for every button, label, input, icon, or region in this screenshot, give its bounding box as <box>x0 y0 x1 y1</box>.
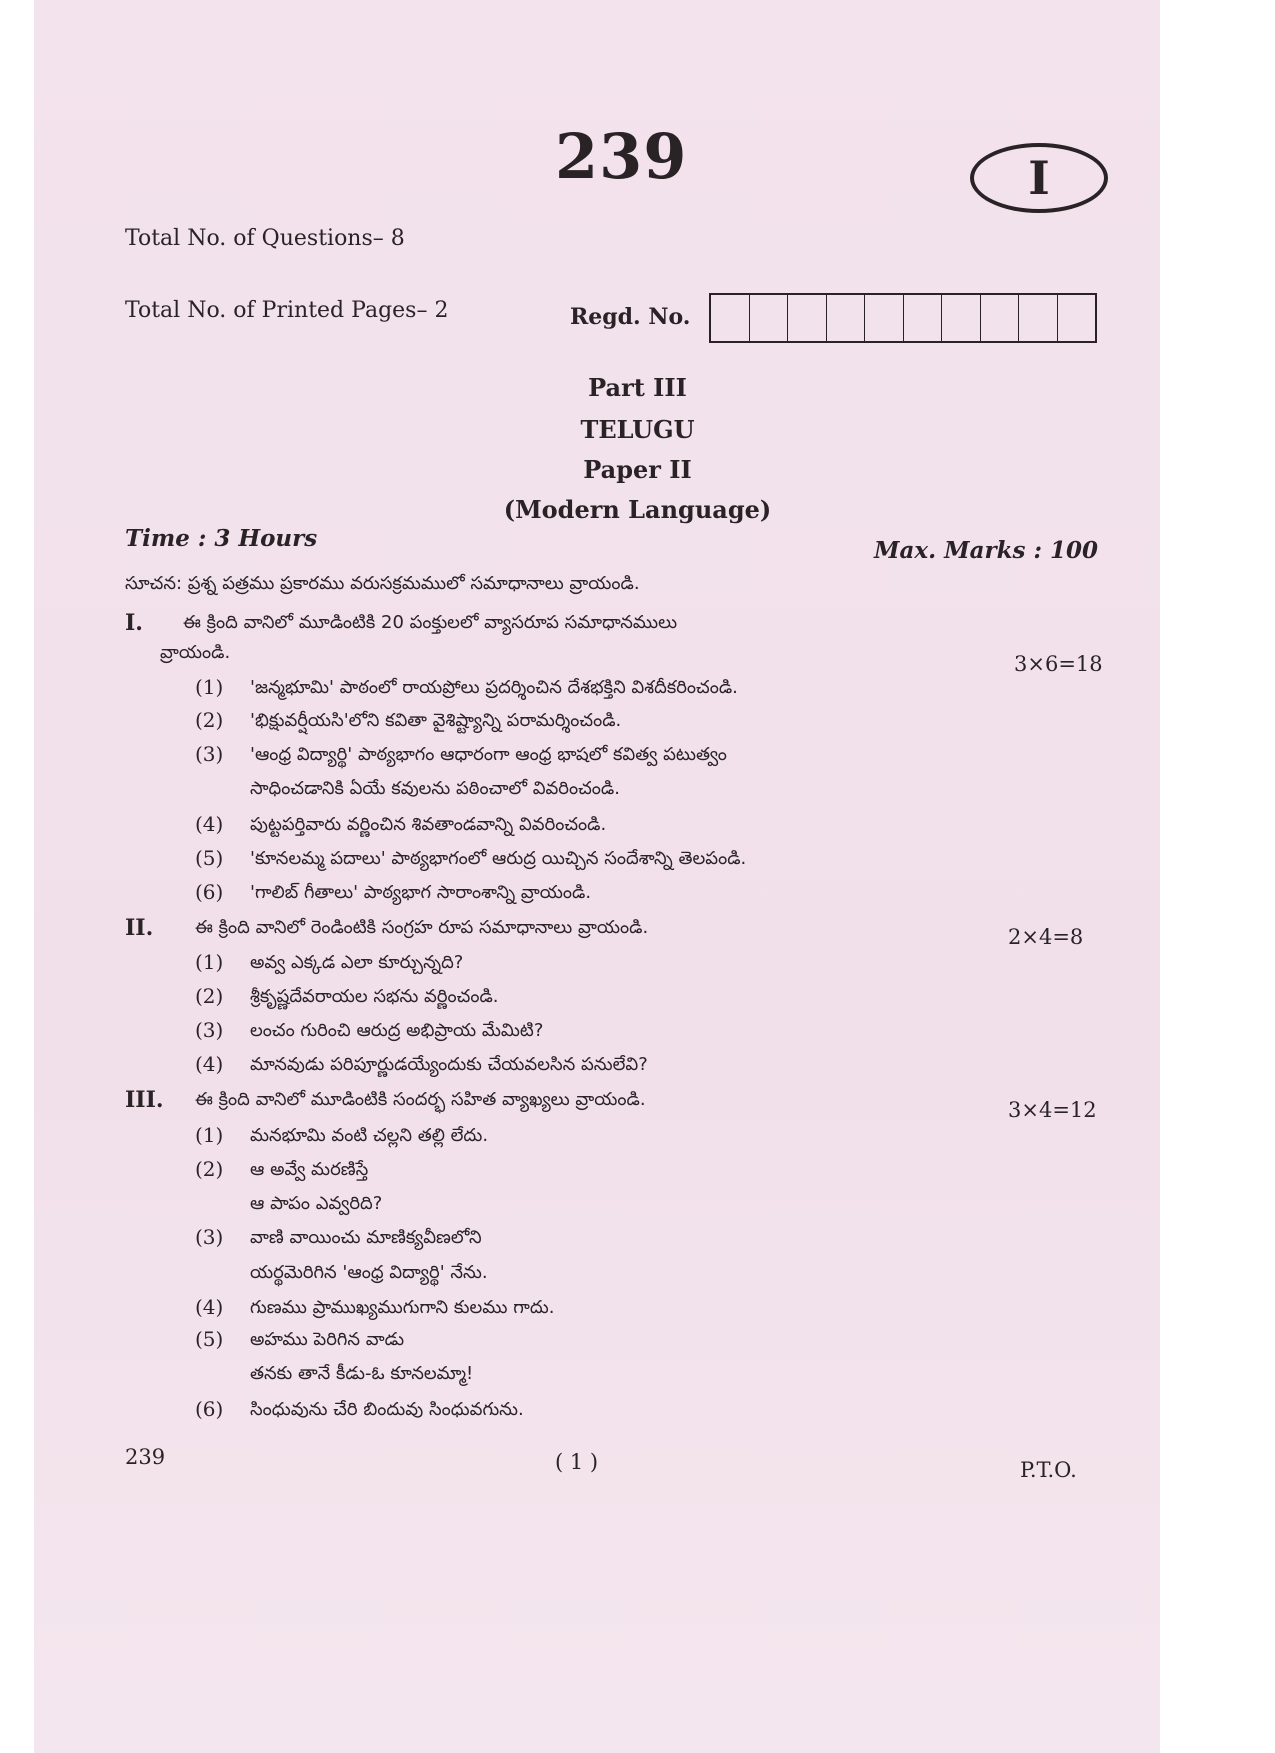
section-1-item-number: (4) <box>195 812 224 836</box>
section-1-text-cont: వ్రాయండి. <box>160 642 231 663</box>
regd-number-boxes[interactable] <box>709 293 1097 343</box>
instruction: సూచన: ప్రశ్న పత్రము ప్రకారము వరుసక్రమములో సమాధానాలు వ్రాయండి. <box>125 573 640 594</box>
max-marks-label: Max. Marks : 100 <box>874 537 1098 564</box>
section-3-item-text: అహము పెరిగిన వాడు <box>250 1329 405 1350</box>
section-1-item-number: (3) <box>195 742 224 766</box>
section-1-item-text: 'జన్మభూమి' పాఠంలో రాయప్రోలు ప్రదర్శించిన దేశభక్తిని విశదీకరించండి. <box>250 677 738 698</box>
series-badge <box>970 143 1108 213</box>
section-2-marks: 2×4=8 <box>1008 925 1084 949</box>
section-1-item-number: (5) <box>195 846 224 870</box>
section-3-item-text-cont: తనకు తానే కీడు-ఓ కూనలమ్మా! <box>250 1363 474 1384</box>
section-3-item-text-cont: ఆ పాపం ఎవ్వరిది? <box>250 1193 383 1214</box>
section-2-text: ఈ క్రింది వానిలో రెండింటికి సంగ్రహ రూప సమాధానాలు వ్రాయండి. <box>195 917 649 938</box>
section-2-item-number: (4) <box>195 1052 224 1076</box>
section-3-text: ఈ క్రింది వానిలో మూడింటికి సందర్భ సహిత వ్యాఖ్యలు వ్రాయండి. <box>195 1089 646 1110</box>
section-2-item-text: అవ్వ ఎక్కడ ఎలా కూర్చున్నది? <box>250 952 464 973</box>
pto-label: P.T.O. <box>1020 1458 1077 1482</box>
section-1-item-text-cont: సాధించడానికి ఏయే కవులను పఠించాలో వివరించండి. <box>250 778 620 799</box>
section-1-item-text: పుట్టపర్తివారు వర్ణించిన శివతాండవాన్ని వివరించండి. <box>250 814 607 835</box>
total-pages: Total No. of Printed Pages– 2 <box>125 298 449 323</box>
section-3-item-number: (1) <box>195 1123 224 1147</box>
section-1-item-number: (2) <box>195 708 224 732</box>
section-2-number: II. <box>125 915 154 941</box>
section-3-item-number: (5) <box>195 1327 224 1351</box>
section-3-item-text: సింధువును చేరి బిందువు సింధువగును. <box>250 1399 524 1420</box>
language-title: (Modern Language) <box>503 495 772 524</box>
section-3-item-number: (6) <box>195 1397 224 1421</box>
section-1-item-text: 'గాలిబ్ గీతాలు' పాఠ్యభాగ సారాంశాన్ని వ్రాయండి. <box>250 882 592 903</box>
series-letter: I <box>1028 151 1050 205</box>
section-1-item-text: 'ఆంధ్ర విద్యార్థి' పాఠ్యభాగం ఆధారంగా ఆంధ్ర భాషలో కవిత్వ పటుత్వం <box>250 744 727 765</box>
footer-code: 239 <box>125 1445 166 1469</box>
section-3-item-number: (3) <box>195 1225 224 1249</box>
section-3-item-text: మనభూమి వంటి చల్లని తల్లి లేదు. <box>250 1125 489 1146</box>
regd-label: Regd. No. <box>570 304 691 330</box>
section-2-item-text: శ్రీకృష్ణదేవరాయల సభను వర్ణించండి. <box>250 986 499 1007</box>
section-3-number: III. <box>125 1087 164 1113</box>
section-3-item-text-cont: యర్థమెరిగిన 'ఆంధ్ర విద్యార్థి' నేను. <box>250 1262 488 1283</box>
section-1-item-number: (6) <box>195 880 224 904</box>
paper-title: Paper II <box>583 455 692 484</box>
section-3-item-text: గుణము ప్రాముఖ్యముగుగాని కులము గాదు. <box>250 1297 555 1318</box>
section-1-number: I. <box>125 610 143 636</box>
section-2-item-number: (3) <box>195 1018 224 1042</box>
section-2-item-text: లంచం గురించి ఆరుద్ర అభిప్రాయ మేమిటి? <box>250 1020 544 1041</box>
section-3-item-number: (2) <box>195 1157 224 1181</box>
section-1-item-text: 'కూనలమ్మ పదాలు' పాఠ్యభాగంలో ఆరుద్ర యిచ్చిన సందేశాన్ని తెలపండి. <box>250 848 747 869</box>
part-title: Part III <box>588 373 687 402</box>
section-1-text: ఈ క్రింది వానిలో మూడింటికి 20 పంక్తులలో వ్యాసరూప సమాధానములు <box>183 612 678 633</box>
time-label: Time : 3 Hours <box>125 525 318 552</box>
section-2-item-text: మానవుడు పరిపూర్ణుడయ్యేందుకు చేయవలసిన పనులేవి? <box>250 1054 648 1075</box>
section-1-item-number: (1) <box>195 675 224 699</box>
section-3-item-number: (4) <box>195 1295 224 1319</box>
paper-sheet <box>34 0 1160 1753</box>
section-3-item-text: ఆ అవ్వే మరణిస్తే <box>250 1159 369 1180</box>
section-3-marks: 3×4=12 <box>1008 1098 1097 1122</box>
section-2-item-number: (1) <box>195 950 224 974</box>
section-3-item-text: వాణి వాయించు మాణిక్యవీణలోని <box>250 1227 482 1248</box>
paper-code: 239 <box>555 120 688 193</box>
page-number: ( 1 ) <box>555 1450 599 1474</box>
total-questions: Total No. of Questions– 8 <box>125 226 405 251</box>
subject-title: TELUGU <box>580 415 695 444</box>
section-1-marks: 3×6=18 <box>1014 652 1103 676</box>
section-2-item-number: (2) <box>195 984 224 1008</box>
section-1-item-text: 'భిక్షువర్షీయసి'లోని కవితా వైశిష్ట్యాన్ని పరామర్శించండి. <box>250 710 622 731</box>
